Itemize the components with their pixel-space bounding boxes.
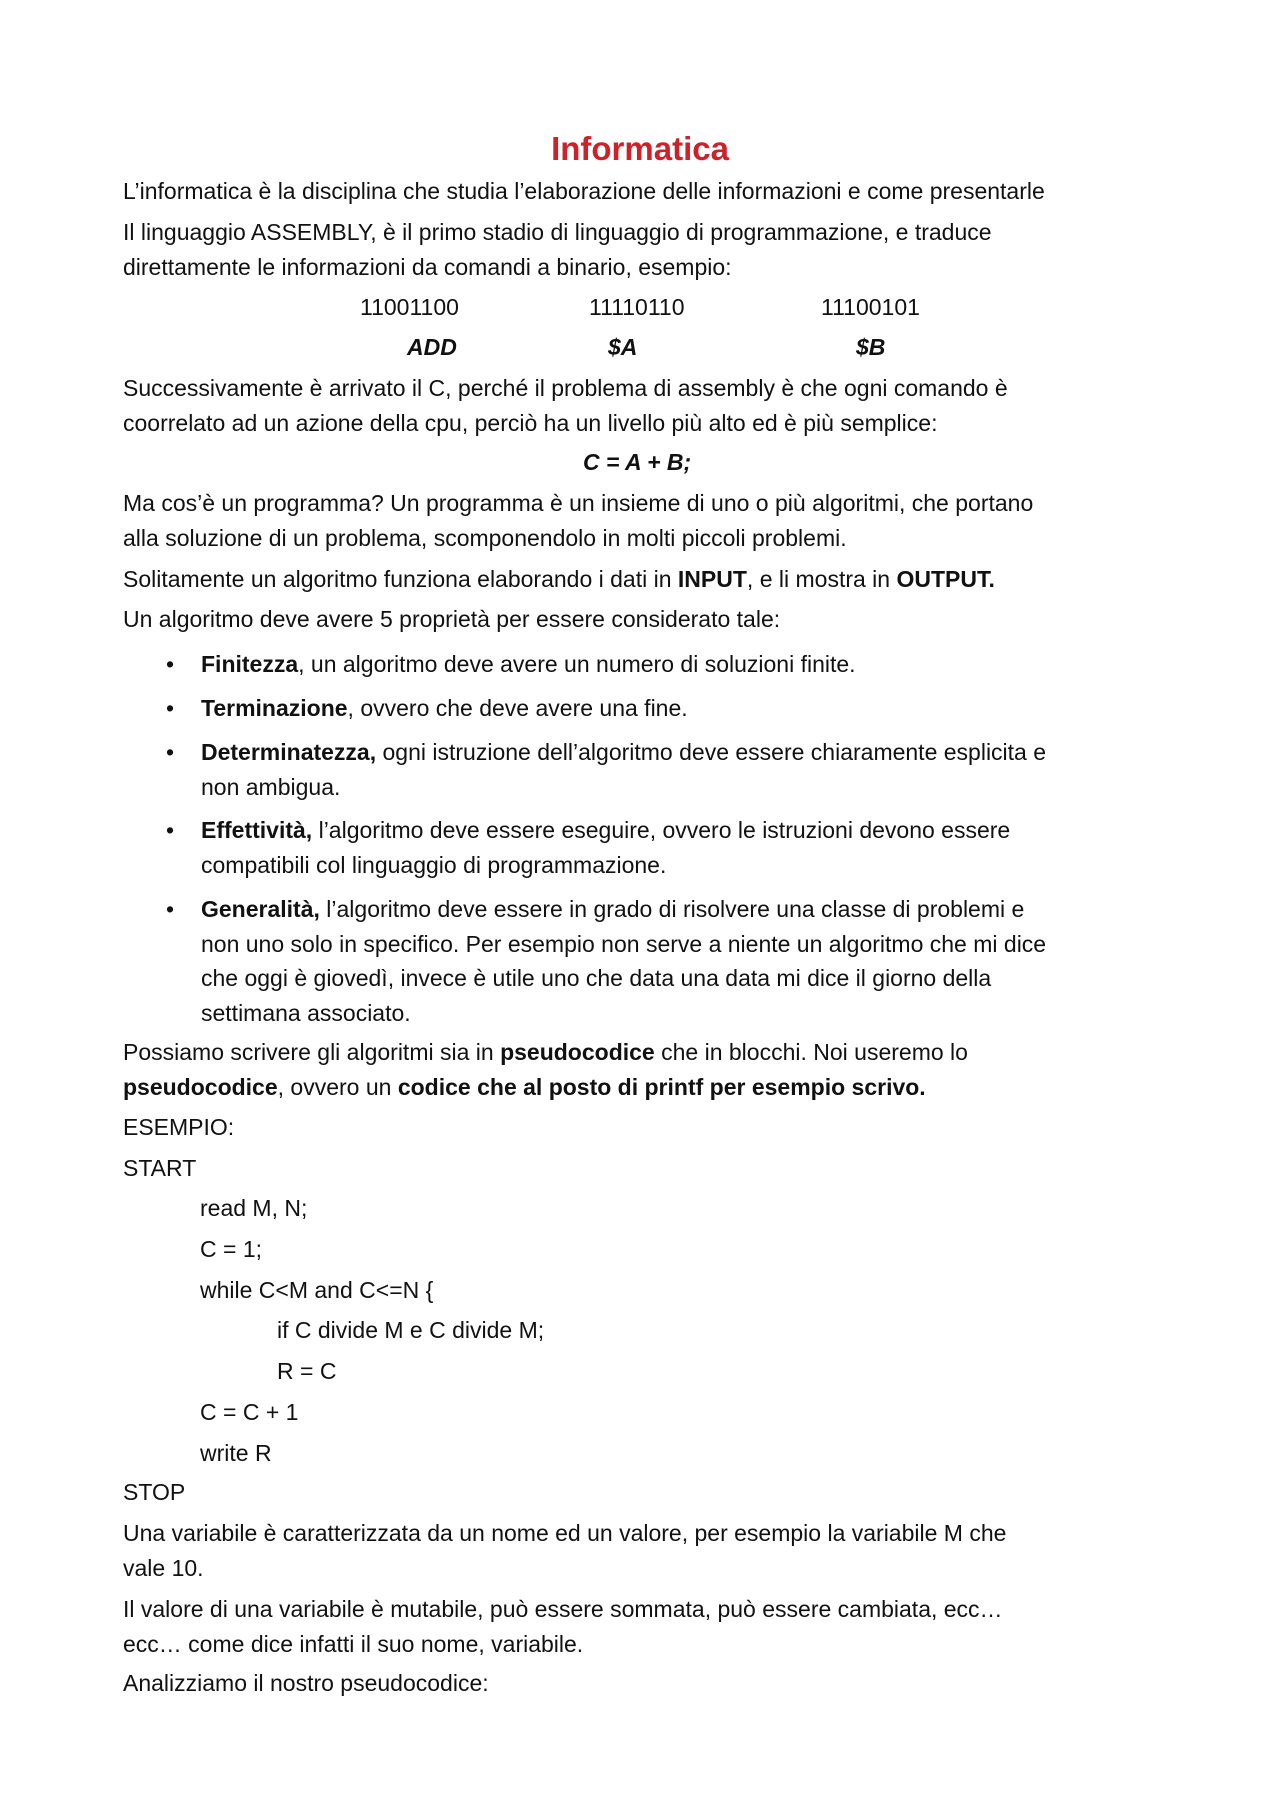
emphasis-text: ADD: [407, 334, 457, 360]
text-span: alla soluzione di un problema, scomponendolo in molti piccoli problemi.: [123, 525, 847, 551]
text-line: [277, 1357, 336, 1385]
text-span: non uno solo in specifico. Per esempio non serve a niente un algoritmo che mi dice: [201, 931, 1047, 957]
text-span: l’algoritmo deve essere in grado di risolvere una classe di problemi e: [319, 896, 1025, 922]
text-span: Un algoritmo deve avere 5 proprietà per essere considerato tale:: [123, 606, 781, 632]
text-span: if C divide M e C divide M;: [277, 1317, 545, 1343]
text-span: STOP: [123, 1479, 186, 1505]
text-span: Successivamente è arrivato il C, perché il problema di assembly è che ogni comando è: [123, 375, 1008, 401]
emphasis-text: Generalità,: [201, 896, 320, 922]
text-span: C = C + 1: [200, 1399, 299, 1425]
text-line: [201, 930, 1046, 958]
text-span: l’algoritmo deve essere eseguire, ovvero le istruzioni devono essere: [312, 817, 1011, 843]
text-line: [123, 253, 732, 281]
text-span: ESEMPIO:: [123, 1114, 235, 1140]
text-span: Possiamo scrivere gli algoritmi sia in: [123, 1039, 501, 1065]
text-span: compatibili col linguaggio di programmazione.: [201, 852, 667, 878]
text-line: [123, 1154, 196, 1182]
text-span: che in blocchi. Noi useremo lo: [654, 1039, 968, 1065]
text-line: [200, 1194, 307, 1222]
text-span: 11100101: [821, 294, 920, 320]
text-line: [123, 1113, 234, 1141]
text-span: non ambigua.: [201, 774, 341, 800]
text-span: C = 1;: [200, 1236, 263, 1262]
bullet-icon: •: [166, 695, 175, 721]
text-span: 11001100: [360, 294, 459, 320]
text-line: [608, 333, 637, 361]
emphasis-text: C = A + B;: [583, 449, 692, 475]
text-span: , ovvero un: [277, 1074, 398, 1100]
emphasis-text: codice che al posto di printf per esempio scrivo.: [397, 1074, 926, 1100]
text-span: Una variabile è caratterizzata da un nome ed un valore, per esempio la variabile M che: [123, 1520, 1007, 1546]
text-line: [123, 1554, 204, 1582]
text-line: [123, 177, 1045, 205]
text-span: Solitamente un algoritmo funziona elaborando i dati in: [123, 566, 678, 592]
text-line: [123, 1630, 583, 1658]
text-line: [200, 1276, 433, 1304]
text-span: , e li mostra in: [746, 566, 897, 592]
text-line: [123, 1595, 1003, 1623]
bullet-icon: •: [166, 739, 175, 765]
text-line: [123, 489, 1033, 517]
text-span: 11110110: [589, 294, 685, 320]
text-span: che oggi è giovedì, invece è utile uno che data una data mi dice il giorno della: [201, 965, 992, 991]
text-span: , un algoritmo deve avere un numero di soluzioni finite.: [298, 651, 856, 677]
bullet-line: [201, 738, 1046, 766]
emphasis-text: Effettività,: [201, 817, 313, 843]
emphasis-text: OUTPUT.: [896, 566, 995, 592]
text-line: [123, 1478, 185, 1506]
text-line: [360, 293, 459, 321]
bullet-icon: •: [166, 896, 175, 922]
text-line: [123, 605, 780, 633]
bullet-icon: •: [166, 817, 175, 843]
text-line: [589, 293, 685, 321]
text-line: [201, 964, 991, 992]
text-span: ecc… come dice infatti il suo nome, variabile.: [123, 1631, 584, 1657]
text-span: vale 10.: [123, 1555, 204, 1581]
text-line: [583, 448, 691, 476]
text-line: [821, 293, 920, 321]
emphasis-text: $B: [856, 334, 886, 360]
text-span: R = C: [277, 1358, 337, 1384]
text-span: while C<M and C<=N {: [200, 1277, 434, 1303]
text-line: [123, 524, 847, 552]
emphasis-text: $A: [608, 334, 638, 360]
emphasis-text: INPUT: [677, 566, 747, 592]
emphasis-text: Determinatezza,: [201, 739, 377, 765]
text-line: [123, 1519, 1006, 1547]
text-span: settimana associato.: [201, 1000, 411, 1026]
text-line: [856, 333, 885, 361]
emphasis-text: Finitezza: [201, 651, 299, 677]
text-line: [123, 1038, 968, 1066]
text-span: , ovvero che deve avere una fine.: [347, 695, 688, 721]
emphasis-text: pseudocodice: [500, 1039, 655, 1065]
text-line: [123, 1073, 926, 1101]
text-span: direttamente le informazioni da comandi a binario, esempio:: [123, 254, 732, 280]
text-span: Il valore di una variabile è mutabile, può essere sommata, può essere cambiata, ecc…: [123, 1596, 1003, 1622]
bullet-line: [201, 694, 688, 722]
text-line: [200, 1398, 298, 1426]
bullet-icon: •: [166, 651, 175, 677]
emphasis-text: pseudocodice: [123, 1074, 278, 1100]
text-line: [200, 1235, 262, 1263]
bullet-line: [201, 650, 856, 678]
text-span: L’informatica è la disciplina che studia l’elaborazione delle informazioni e come presentarle: [123, 178, 1045, 204]
text-span: ogni istruzione dell’algoritmo deve essere chiaramente esplicita e: [376, 739, 1047, 765]
text-span: START: [123, 1155, 197, 1181]
text-line: [200, 1439, 272, 1467]
text-span: coorrelato ad un azione della cpu, perciò ha un livello più alto ed è più semplice:: [123, 410, 938, 436]
emphasis-text: Terminazione: [201, 695, 348, 721]
text-line: [201, 851, 666, 879]
text-line: [201, 999, 411, 1027]
bullet-line: [201, 895, 1024, 923]
text-span: write R: [200, 1440, 272, 1466]
text-line: [123, 374, 1008, 402]
text-line: [201, 773, 340, 801]
text-span: read M, N;: [200, 1195, 308, 1221]
text-line: [123, 1669, 489, 1697]
text-line: [123, 218, 992, 246]
bullet-line: [201, 816, 1010, 844]
page-title: Informatica: [551, 130, 729, 167]
text-line: [407, 333, 457, 361]
text-line: [277, 1316, 544, 1344]
text-span: Il linguaggio ASSEMBLY, è il primo stadio di linguaggio di programmazione, e traduce: [123, 219, 992, 245]
text-line: [123, 565, 995, 593]
text-span: Analizziamo il nostro pseudocodice:: [123, 1670, 489, 1696]
text-span: Ma cos’è un programma? Un programma è un insieme di uno o più algoritmi, che portano: [123, 490, 1034, 516]
text-line: [123, 409, 937, 437]
